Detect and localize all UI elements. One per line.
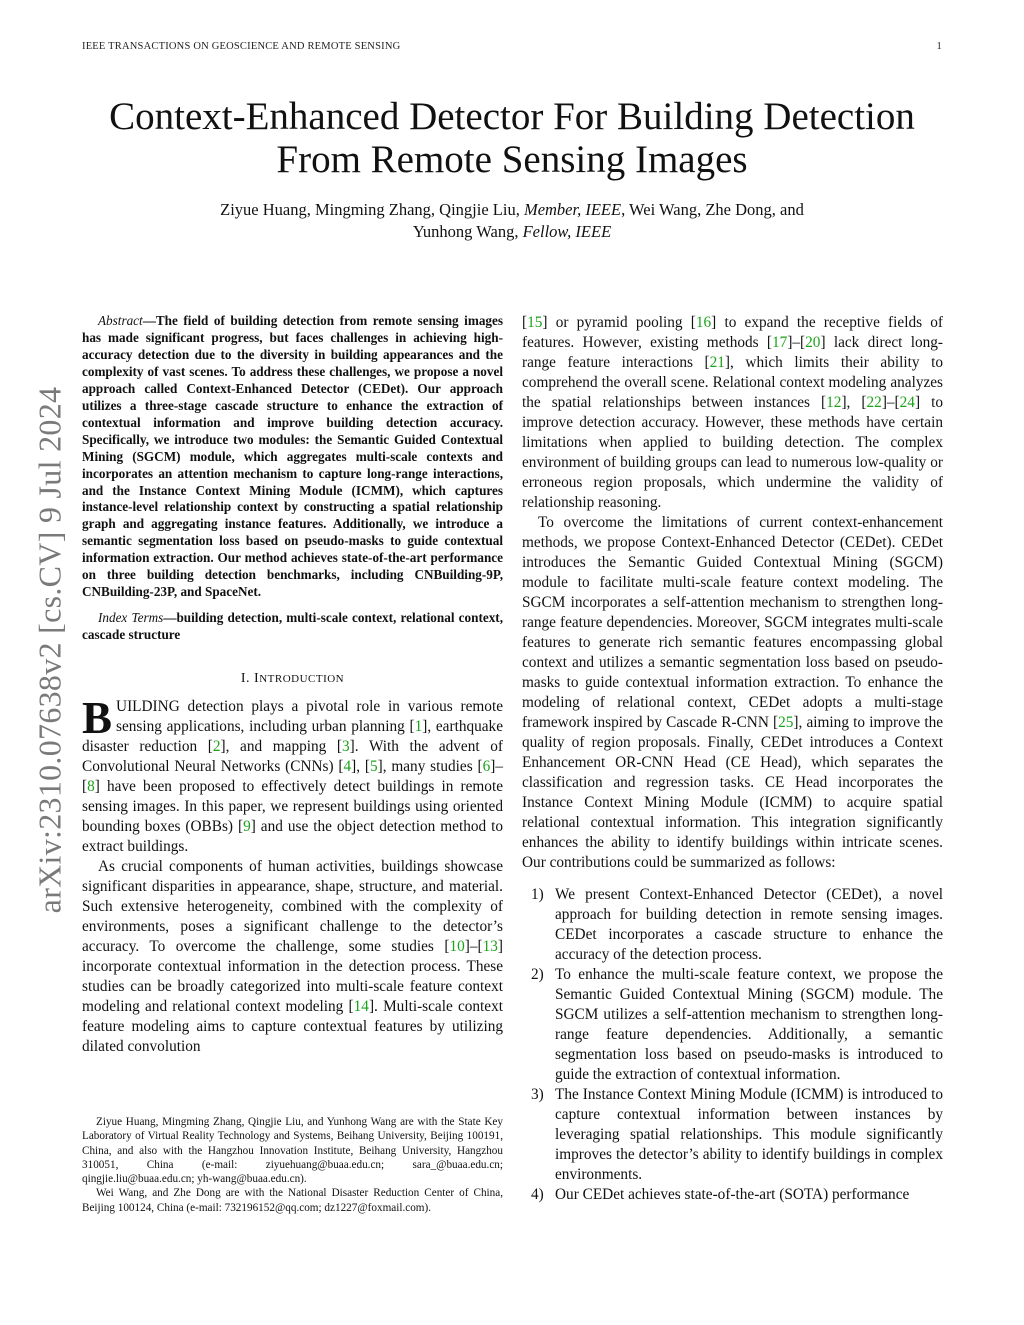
- citation-link[interactable]: 1: [414, 718, 423, 736]
- citation-link[interactable]: 12: [826, 394, 842, 411]
- contribution-item: [522, 1085, 943, 1185]
- citation-link[interactable]: 14: [353, 998, 369, 1016]
- affiliation-footnotes: [82, 1115, 503, 1215]
- citation-link[interactable]: 15: [527, 314, 543, 331]
- contribution-number: 3): [531, 1086, 544, 1103]
- citation-link[interactable]: 2: [212, 738, 221, 756]
- index-terms-text: —building detection, multi-scale context, relational context, cascade structure: [82, 610, 503, 643]
- author-names-1: Ziyue Huang, Mingming Zhang, Qingjie Liu,: [220, 200, 524, 219]
- index-terms: [82, 610, 503, 644]
- intro-paragraph-2: As crucial components of human activities, buildings showcase significant disparities in appearance, shape, structure, and material. Such extensive heterogeneity, combined with the complexity of environments, poses a significant challenge to the detector’s accuracy. To overcome the challenge, some studies [10]–[13] incorporate contextual information in the detection process. These studies can be broadly categorized into multi-scale feature context modeling and relational context modeling [14]. Multi-scale context feature modeling aims to capture contextual features by utilizing dilated convolution: [82, 858, 503, 1056]
- contribution-number: 1): [531, 886, 544, 903]
- citation-link[interactable]: 25: [778, 714, 794, 731]
- citation-link[interactable]: 21: [709, 354, 725, 371]
- section-heading-introduction: I. INTRODUCTION: [240, 671, 345, 687]
- left-column: [82, 313, 503, 1057]
- intro-paragraph-1: [82, 693, 504, 857]
- contribution-text: The Instance Context Mining Module (ICMM) is introduced to capture contextual information between instances by leveraging spatial relationships. This module significantly improves the detector’s ability to identify buildings in complex environments.: [555, 1086, 943, 1183]
- author-line-1: [100, 199, 924, 221]
- drop-cap: B: [82, 693, 113, 744]
- citation-link[interactable]: 20: [805, 334, 821, 351]
- contribution-text: To enhance the multi-scale feature context, we propose the Semantic Guided Contextual Mining (SGCM) module. The SGCM utilizes a self-attention mechanism to strengthen long-range feature dependencies. Additionally, a semantic segmentation loss based on pseudo-masks is introduced to guide the extraction of contextual information.: [555, 966, 943, 1083]
- running-header: [82, 41, 942, 55]
- fellow-designation: Fellow, IEEE: [522, 222, 612, 241]
- contribution-number: 4): [531, 1186, 544, 1203]
- contribution-number: 2): [531, 966, 544, 983]
- footnote-affiliation-2: Wei Wang, and Zhe Dong are with the National Disaster Reduction Center of China, Beijing 100124, China (e-mail: 732196152@qq.com; dz1227@foxmail.com).: [82, 1187, 503, 1214]
- citation-link[interactable]: 9: [243, 818, 251, 836]
- citation-link[interactable]: 24: [899, 394, 915, 411]
- journal-name: IEEE TRANSACTIONS ON GEOSCIENCE AND REMOTE SENSING: [82, 41, 401, 52]
- citation-link[interactable]: 4: [343, 758, 352, 776]
- contribution-item: [522, 965, 943, 1085]
- body-paragraph-3: [15] or pyramid pooling [16] to expand the receptive fields of features. However, existing methods [17]–[20] lack direct long-range feature interactions [21], which limits their ability to comprehend the overall scene. Relational context modeling analyzes the spatial relationships between instances [12], [22]–[24] to improve detection accuracy. However, these methods have certain limitations when applied to building detection. The complex environment of building groups can lead to numerous low-quality or erroneous region proposals, which undermine the validity of relationship reasoning.: [522, 314, 943, 511]
- paper-title: [60, 95, 964, 181]
- author-names-3: Yunhong Wang,: [412, 222, 523, 241]
- abstract-text: —The field of building detection from remote sensing images has made significant progress, but faces challenges in achieving high-accuracy detection due to the diversity in building appearances and the complexity of vast scenes. To address these challenges, we propose a novel approach called Context-Enhanced Detector (CEDet). Our approach utilizes a three-stage cascade structure to enhance the extraction of contextual information and improve building detection accuracy. Specifically, we introduce two modules: the Semantic Guided Contextual Mining (SGCM) module, which aggregates multi-scale contexts and incorporates an attention mechanism to capture long-range interactions, and the Instance Context Mining Module (ICMM), which captures instance-level relationship context by constructing a spatial relationship graph and aggregating instance features. Additionally, we introduce a semantic segmentation loss based on pseudo-masks to guide contextual information extraction. Our method achieves state-of-the-art performance on three building detection benchmarks, including CNBuilding-9P, CNBuilding-23P, and SpaceNet.: [82, 313, 503, 600]
- citation-link[interactable]: 13: [482, 938, 498, 956]
- contributions-list: [522, 885, 943, 1205]
- citation-link[interactable]: 5: [369, 758, 378, 776]
- title-line-1: Context-Enhanced Detector For Building Detection: [109, 95, 915, 138]
- contribution-text: We present Context-Enhanced Detector (CEDet), a novel approach for building detection in remote sensing images. CEDet incorporates a cascade structure to enhance the accuracy of the detection process.: [555, 886, 943, 963]
- citation-link[interactable]: 16: [695, 314, 712, 331]
- arxiv-identifier-stamp[interactable]: arXiv:2310.07638v2 [cs.CV] 9 Jul 2024: [31, 386, 68, 914]
- author-list: [100, 199, 924, 243]
- right-column: [522, 313, 943, 1205]
- member-designation: Member, IEEE: [523, 200, 622, 219]
- citation-link[interactable]: 3: [342, 738, 350, 756]
- intro-paragraph-1-text: UILDING detection plays a pivotal role in various remote sensing applications, including urban planning [1], earthquake disaster reduction [2], and mapping [3]. With the advent of Convolutional Neural Networks (CNNs) [4], [5], many studies [6]–[8] have been proposed to effectively detect buildings in remote sensing images. In this paper, we represent buildings using oriented bounding boxes (OBBs) [9] and use the object detection method to extract buildings.: [82, 698, 504, 856]
- page-number: 1: [936, 41, 942, 52]
- author-names-2: , Wei Wang, Zhe Dong, and: [621, 200, 804, 219]
- abstract: [82, 313, 503, 601]
- author-line-2: [100, 221, 924, 243]
- citation-link[interactable]: 22: [866, 394, 882, 411]
- citation-link[interactable]: 8: [87, 778, 95, 796]
- footnote-affiliation-1: Ziyue Huang, Mingming Zhang, Qingjie Liu, and Yunhong Wang are with the State Key Laboratory of Virtual Reality Technology and Systems, Beihang University, Beijing 100191, China, and also with the Hangzhou Innovation Institute, Beihang University, Hangzhou 310051, China (e-mail: ziyuehuang@buaa.edu.cn; sara_@buaa.edu.cn; qingjie.liu@buaa.edu.cn; yh-wang@buaa.edu.cn).: [82, 1116, 503, 1186]
- title-line-2: From Remote Sensing Images: [276, 138, 748, 181]
- citation-link[interactable]: 10: [449, 938, 465, 956]
- index-terms-label: Index Terms: [98, 610, 164, 626]
- contribution-text: Our CEDet achieves state-of-the-art (SOTA) performance: [555, 1186, 910, 1203]
- citation-link[interactable]: 6: [482, 758, 491, 776]
- citation-link[interactable]: 17: [772, 334, 788, 351]
- contribution-item: [522, 885, 943, 965]
- body-paragraph-4: To overcome the limitations of current context-enhancement methods, we propose Context-Enhanced Detector (CEDet). CEDet introduces the Semantic Guided Contextual Mining (SGCM) module to facilitate multi-scale feature context modeling. The SGCM incorporates a self-attention mechanism to strengthen long-range feature dependencies. Moreover, SGCM integrates multi-scale features to generate rich semantic features encompassing global context and utilizes a semantic segmentation loss based on pseudo-masks to guide contextual information extraction. To enhance the modeling of relational context, CEDet adopts a multi-stage framework inspired by Cascade R-CNN [25], aiming to improve the quality of region proposals. Finally, CEDet introduces a Context Enhancement OR-CNN Head (CE Head), which separates the classification and regression tasks. CE Head incorporates the Instance Context Mining Module (ICMM) to acquire spatial relational contextual information. This integration significantly enhances the ability to identify buildings within intricate scenes. Our contributions could be summarized as follows:: [522, 514, 944, 871]
- contribution-item: [522, 1185, 943, 1205]
- abstract-label: Abstract: [98, 313, 143, 328]
